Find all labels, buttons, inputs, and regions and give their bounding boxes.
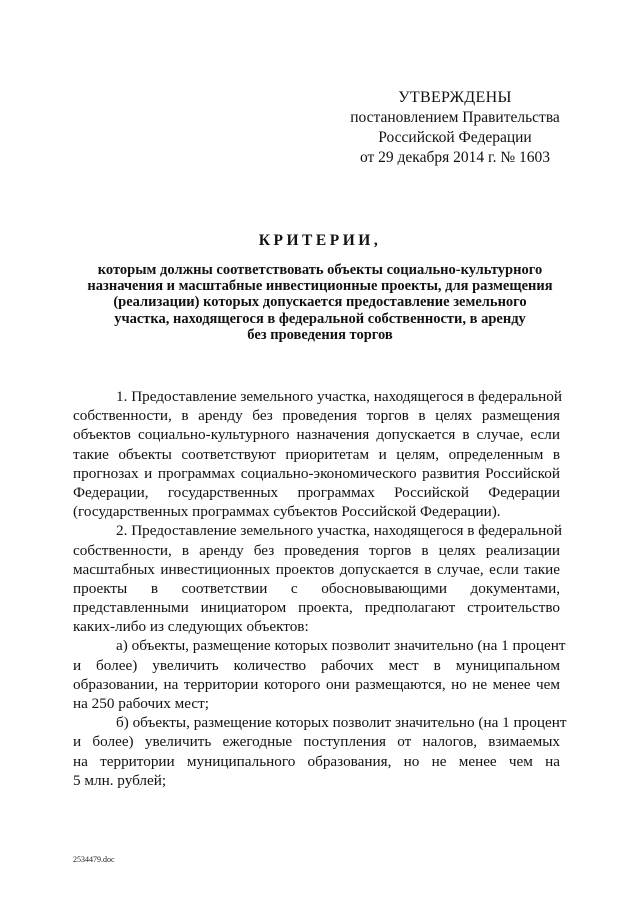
subtitle-line: назначения и масштабные инвестиционные проекты, для размещения (87, 278, 553, 295)
paragraph-2a (73, 636, 566, 713)
approval-heading: УТВЕРЖДЕНЫ (398, 89, 512, 106)
body-line: каких-либо из следующих объектов: (73, 618, 309, 636)
body-line: на 250 рабочих мест; (73, 695, 209, 712)
approval-line-1: постановлением Правительства (350, 109, 560, 126)
body-line: объектов социально-культурного назначения допускается в случае, если (73, 426, 560, 444)
document-footer-filename: 2534479.doc (73, 855, 115, 864)
subtitle-line: без проведения торгов (247, 326, 393, 343)
body-line: собственности, в аренду без проведения торгов в целях размещения (73, 407, 560, 425)
body-line: и более) увеличить количество рабочих мест в муниципальном (73, 656, 560, 674)
body-line: б) объекты, размещение которых позволит значительно (на 1 процент (116, 714, 567, 732)
approval-line-2: Российской Федерации (378, 129, 532, 146)
body-line: и более) увеличить ежегодные поступления от налогов, взимаемых (73, 733, 560, 751)
body-line: а) объекты, размещение которых позволит значительно (на 1 процент (116, 637, 566, 655)
body-line: на территории муниципального образования, но не менее чем на (73, 752, 560, 770)
body-line: 5 млн. рублей; (73, 771, 167, 789)
body-line: проекты в соответствии с обосновывающими документами, (73, 579, 560, 597)
document-body (73, 387, 567, 790)
approval-block (340, 88, 570, 168)
paragraph-1 (73, 387, 560, 521)
body-line: такие объекты соответствуют приоритетам и целям, определенным в (73, 445, 560, 463)
body-line: образовании, на территории которого они размещаются, но не менее чем (73, 675, 560, 693)
paragraph-2b (73, 713, 567, 790)
document-title: КРИТЕРИИ, (258, 232, 382, 249)
body-line: собственности, в аренду без проведения торгов в целях реализации (73, 541, 560, 559)
body-line: 2. Предоставление земельного участка, находящегося в федеральной (116, 522, 562, 540)
paragraph-2 (73, 521, 560, 636)
document-subtitle (70, 262, 570, 343)
body-line: масштабных инвестиционных проектов допускается в случае, если такие (73, 560, 560, 578)
body-line: (государственных программах субъектов Российской Федерации). (73, 503, 501, 521)
body-line: представленными инициатором проекта, предполагают строительство (73, 599, 560, 617)
subtitle-line: которым должны соответствовать объекты социально-культурного (97, 262, 543, 278)
body-line: прогнозах и программах социально-экономического развития Российской (73, 464, 560, 482)
body-line: Федерации, государственных программах Российской Федерации (73, 483, 560, 501)
subtitle-line: (реализации) которых допускается предоставление земельного (113, 294, 527, 311)
body-line: 1. Предоставление земельного участка, находящегося в федеральной (116, 388, 562, 405)
approval-line-3: от 29 декабря 2014 г. № 1603 (359, 149, 551, 166)
subtitle-line: участка, находящегося в федеральной собственности, в аренду (114, 310, 526, 327)
